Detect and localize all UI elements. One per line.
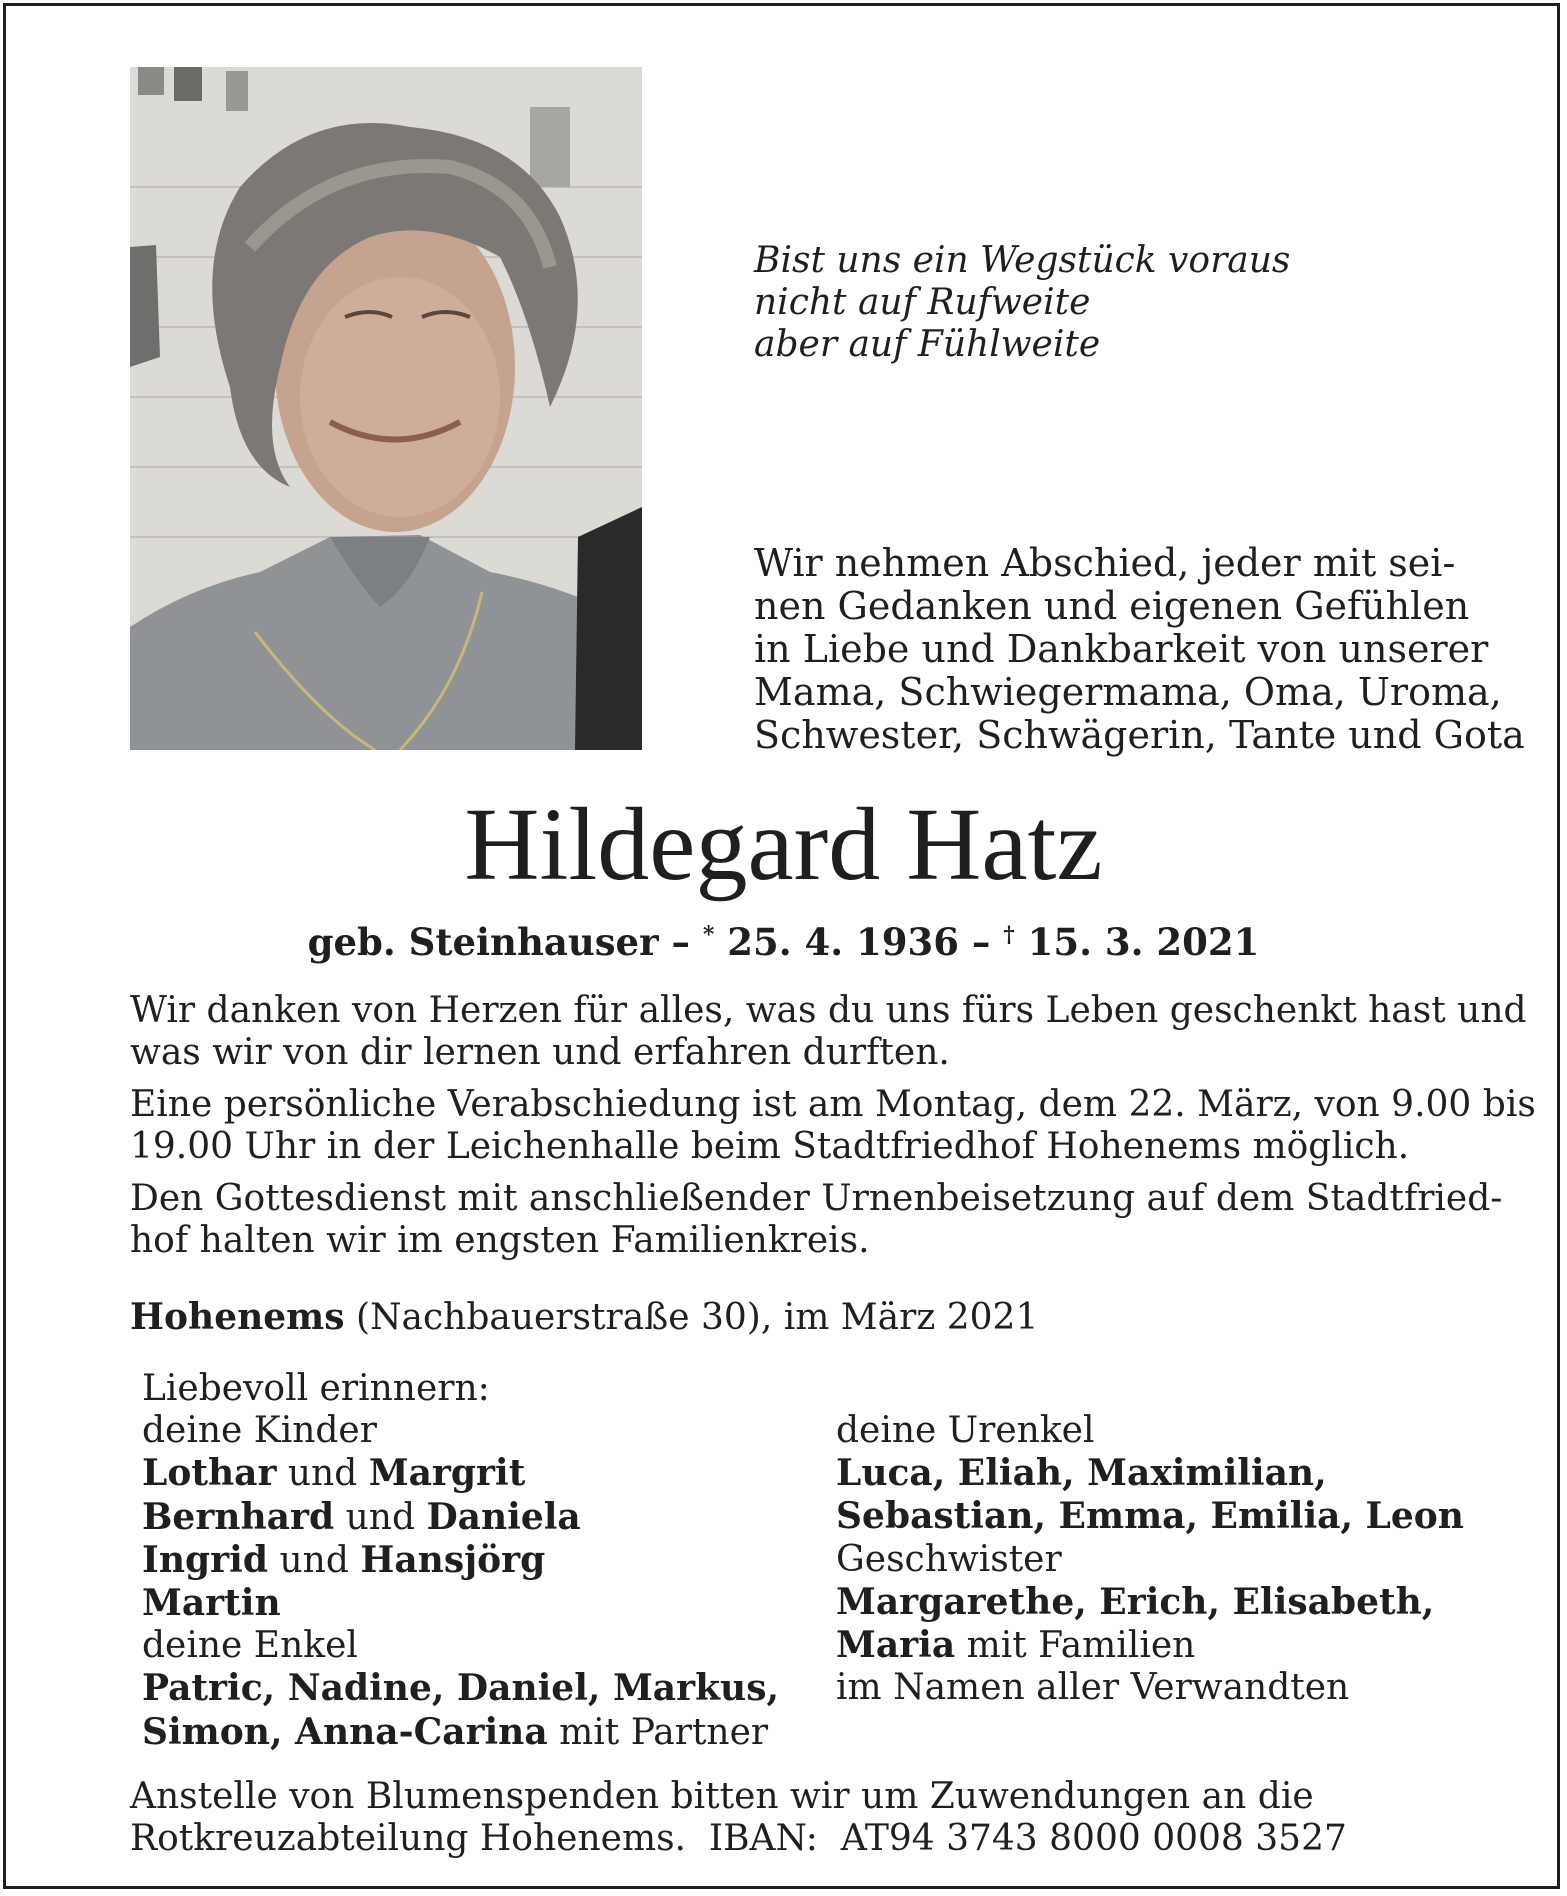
dash: – — [959, 920, 1004, 964]
great-grandchildren-names: Luca, Eliah, Maximilian, — [836, 1452, 1327, 1495]
child-name: Bernhard — [142, 1495, 335, 1538]
siblings-line — [836, 1581, 1464, 1624]
place-date — [130, 1296, 1038, 1339]
siblings-suffix: mit Familien — [955, 1625, 1196, 1667]
child-line — [142, 1539, 779, 1582]
mourners-left-column — [142, 1368, 779, 1754]
grandchildren-suffix: mit Partner — [547, 1711, 769, 1753]
text-line: hof halten wir im engsten Familienkreis. — [130, 1220, 870, 1261]
text-line: Den Gottesdienst mit anschließender Urnenbeisetzung auf dem Stadtfried- — [130, 1178, 1503, 1219]
siblings-line — [836, 1624, 1464, 1667]
farewell-line: Wir nehmen Abschied, jeder mit sei- — [754, 541, 1456, 585]
dash: – — [658, 920, 703, 964]
child-name: Lothar — [142, 1452, 277, 1495]
death-date: 15. 3. 2021 — [1014, 920, 1260, 964]
grandchildren-names: Simon, Anna-Carina — [142, 1710, 548, 1753]
text-line: 19.00 Uhr in der Leichenhalle beim Stadtfriedhof Hohenems möglich. — [130, 1126, 1410, 1167]
announcement-body — [130, 990, 1536, 1272]
maiden-name: geb. Steinhauser — [307, 920, 659, 964]
farewell-line: Schwester, Schwägerin, Tante und Gota — [754, 713, 1525, 757]
footer-line: Rotkreuzabteilung Hohenems. IBAN: AT94 3743 8000 0008 3527 — [130, 1818, 1347, 1859]
quote-line: nicht auf Rufweite — [754, 282, 1091, 323]
farewell-line: in Liebe und Dankbarkeit von unserer — [754, 627, 1489, 671]
farewell-line: Mama, Schwiegermama, Oma, Uroma, — [754, 670, 1502, 714]
siblings-label: Geschwister — [836, 1538, 1062, 1580]
mourners-intro: Liebevoll erinnern: — [142, 1368, 490, 1409]
address-date: (Nachbauerstraße 30), im März 2021 — [344, 1297, 1039, 1338]
grandchildren-names: Patric, Nadine, Daniel, Markus, — [142, 1667, 780, 1710]
quote-line: Bist uns ein Wegstück voraus — [754, 240, 1291, 281]
birth-date: 25. 4. 1936 — [714, 920, 959, 964]
children-label: deine Kinder — [142, 1410, 377, 1452]
conjunction: und — [268, 1539, 361, 1581]
child-line — [142, 1582, 779, 1625]
life-dates — [0, 913, 1567, 964]
conjunction: und — [334, 1496, 427, 1538]
child-line — [142, 1496, 779, 1539]
grandchildren-line — [142, 1711, 779, 1754]
thanks-paragraph — [130, 990, 1527, 1074]
partner-name: Margrit — [368, 1452, 526, 1495]
town-name: Hohenems — [130, 1296, 345, 1338]
donation-note — [130, 1776, 1438, 1860]
birth-symbol: * — [702, 922, 715, 948]
deceased-name: Hildegard Hatz — [464, 787, 1103, 902]
closing-line: im Namen aller Verwandten — [836, 1667, 1350, 1709]
great-grandchildren-label: deine Urenkel — [836, 1410, 1095, 1451]
child-line — [142, 1452, 779, 1495]
grandchildren-line — [142, 1667, 779, 1710]
death-symbol: † — [1003, 922, 1015, 948]
child-name: Martin — [142, 1582, 281, 1625]
text-line: Wir danken von Herzen für alles, was du uns fürs Leben geschenkt hast und — [130, 990, 1527, 1031]
footer-line: Anstelle von Blumenspenden bitten wir um Zuwendungen an die — [130, 1776, 1314, 1817]
great-grandchildren-line — [836, 1495, 1464, 1538]
siblings-names: Margarethe, Erich, Elisabeth, — [836, 1580, 1435, 1623]
farewell-text — [754, 541, 1525, 757]
viewing-paragraph — [130, 1084, 1536, 1168]
text-line: Eine persönliche Verabschiedung ist am Montag, dem 22. März, von 9.00 bis — [130, 1084, 1536, 1125]
siblings-names: Maria — [836, 1624, 956, 1667]
farewell-line: nen Gedanken und eigenen Gefühlen — [754, 584, 1470, 628]
great-grandchildren-line — [836, 1452, 1464, 1495]
service-paragraph — [130, 1178, 1503, 1262]
great-grandchildren-names: Sebastian, Emma, Emilia, Leon — [836, 1495, 1464, 1538]
grandchildren-label: deine Enkel — [142, 1625, 358, 1667]
partner-name: Daniela — [426, 1495, 581, 1538]
partner-name: Hansjörg — [360, 1538, 546, 1581]
quote-line: aber auf Fühlweite — [754, 324, 1101, 365]
conjunction: und — [276, 1453, 369, 1495]
child-name: Ingrid — [142, 1538, 268, 1581]
mourners-right-column — [836, 1410, 1464, 1709]
text-line: was wir von dir lernen und erfahren durften. — [130, 1032, 950, 1073]
portrait-photo — [130, 67, 642, 750]
quote-verse — [754, 240, 1454, 366]
